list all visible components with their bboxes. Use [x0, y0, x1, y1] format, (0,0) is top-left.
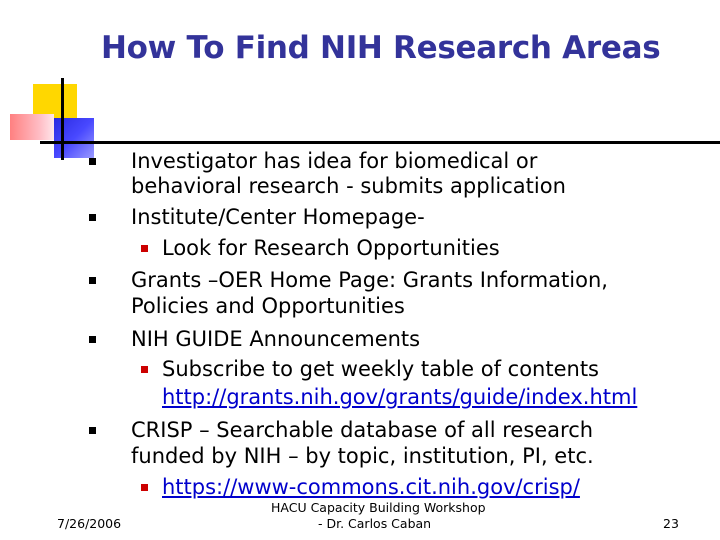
bullet-text: funded by NIH – by topic, institution, PI, etc. [131, 444, 594, 468]
page-number: 23 [663, 516, 679, 531]
slide-title: How To Find NIH Research Areas [101, 30, 661, 66]
footer-workshop: HACU Capacity Building Workshop [271, 500, 486, 515]
sub-bullet-text: Subscribe to get weekly table of contents [162, 357, 600, 381]
bullet-text: Institute/Center Homepage- [131, 205, 425, 229]
guide-index-link[interactable]: http://grants.nih.gov/grants/guide/index.html [162, 385, 638, 409]
bullet-text: CRISP – Searchable database of all research [131, 418, 594, 442]
sub-bullet-icon [141, 366, 148, 373]
decorative-red-bar [10, 114, 54, 140]
bullet-icon [89, 214, 96, 221]
sub-bullet-icon [141, 245, 148, 252]
bullet-text: behavioral research - submits application [131, 174, 566, 198]
bullet-text: Investigator has idea for biomedical or [131, 149, 538, 173]
bullet-text: Grants –OER Home Page: Grants Information, [131, 268, 608, 292]
crisp-link[interactable]: https://www-commons.cit.nih.gov/crisp/ [162, 475, 580, 499]
decorative-vertical-line [61, 78, 64, 160]
sub-bullet-icon [141, 484, 148, 491]
bullet-icon [89, 427, 96, 434]
bullet-icon [89, 336, 96, 343]
footer-date: 7/26/2006 [57, 516, 122, 531]
bullet-text: NIH GUIDE Announcements [131, 327, 421, 351]
footer-presenter: - Dr. Carlos Caban [318, 516, 432, 531]
decorative-horizontal-line [40, 141, 720, 144]
bullet-text: Policies and Opportunities [131, 294, 405, 318]
bullet-icon [89, 158, 96, 165]
bullet-icon [89, 277, 96, 284]
decorative-blue-square [54, 118, 94, 158]
sub-bullet-text: Look for Research Opportunities [162, 236, 500, 260]
